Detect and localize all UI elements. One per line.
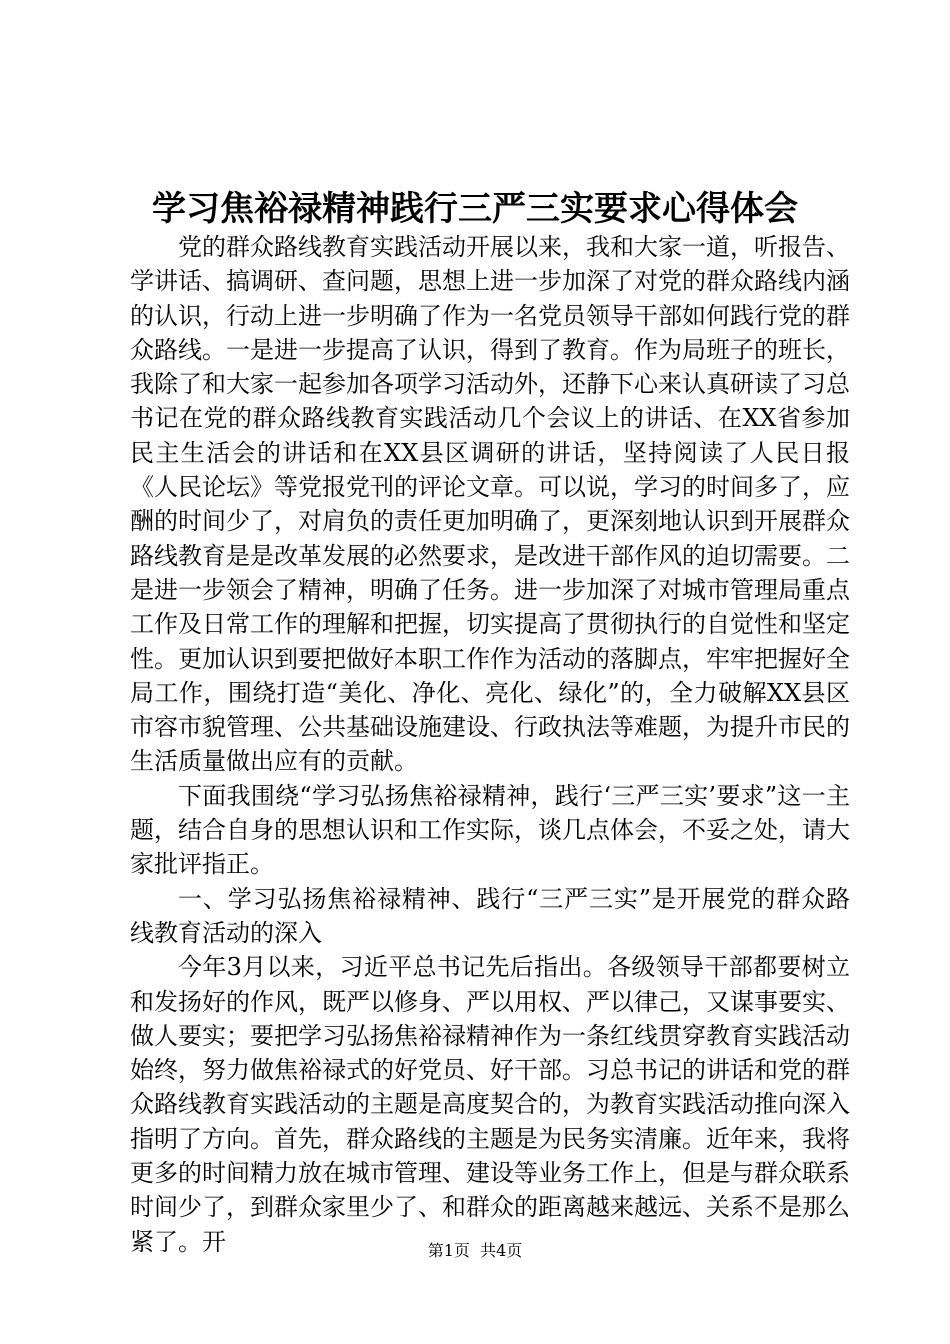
page-number: 第1页 共4页 <box>427 1241 523 1260</box>
document-body <box>130 230 850 1259</box>
paragraph-2: 下面我围绕“学习弘扬焦裕禄精神，践行‘三严三实’要求”这一主题，结合自身的思想认识和工作实际，谈几点体会，不妥之处，请大家批评指正。 <box>130 781 850 879</box>
page-footer <box>0 1240 950 1262</box>
paragraph-1: 党的群众路线教育实践活动开展以来，我和大家一道，听报告、学讲话、搞调研、查问题，思想上进一步加深了对党的群众路线内涵的认识，行动上进一步明确了作为一名党员领导干部如何践行党的群众路线。一是进一步提高了认识，得到了教育。作为局班子的班长，我除了和大家一起参加各项学习活动外，还静下心来认真研读了习总书记在党的群众路线教育实践活动几个会议上的讲话、在XX省参加民主生活会的讲话和在XX县区调研的讲话，坚持阅读了人民日报《人民论坛》等党报党刊的评论文章。可以说，学习的时间多了，应酬的时间少了，对肩负的责任更加明确了，更深刻地认识到开展群众路线教育是是改革发展的必然要求，是改进干部作风的迫切需要。二是进一步领会了精神，明确了任务。进一步加深了对城市管理局重点工作及日常工作的理解和把握，切实提高了贯彻执行的自觉性和坚定性。更加认识到要把做好本职工作作为活动的落脚点，牢牢把握好全局工作，围绕打造“美化、净化、亮化、绿化”的，全力破解XX县区市容市貌管理、公共基础设施建设、行政执法等难题，为提升市民的生活质量做出应有的贡献。 <box>130 233 850 776</box>
section-heading-1: 一、学习弘扬焦裕禄精神、践行“三严三实”是开展党的群众路线教育活动的深入 <box>130 884 850 947</box>
paragraph-3: 今年3月以来，习近平总书记先后指出。各级领导干部都要树立和发扬好的作风，既严以修身、严以用权、严以律己，又谋事要实、做人要实；要把学习弘扬焦裕禄精神作为一条红线贯穿教育实践活动始终，努力做焦裕禄式的好党员、好干部。习总书记的讲话和党的群众路线教育实践活动的主题是高度契合的，为教育实践活动推向深入指明了方向。首先，群众路线的主题是为民务实清廉。近年来，我将更多的时间精力放在城市管理、建设等业务工作上，但是与群众联系时间少了，到群众家里少了、和群众的距离越来越远、关系不是那么紧了。开 <box>130 953 850 1256</box>
document-title: 学习焦裕禄精神践行三严三实要求心得体会 <box>152 189 798 229</box>
